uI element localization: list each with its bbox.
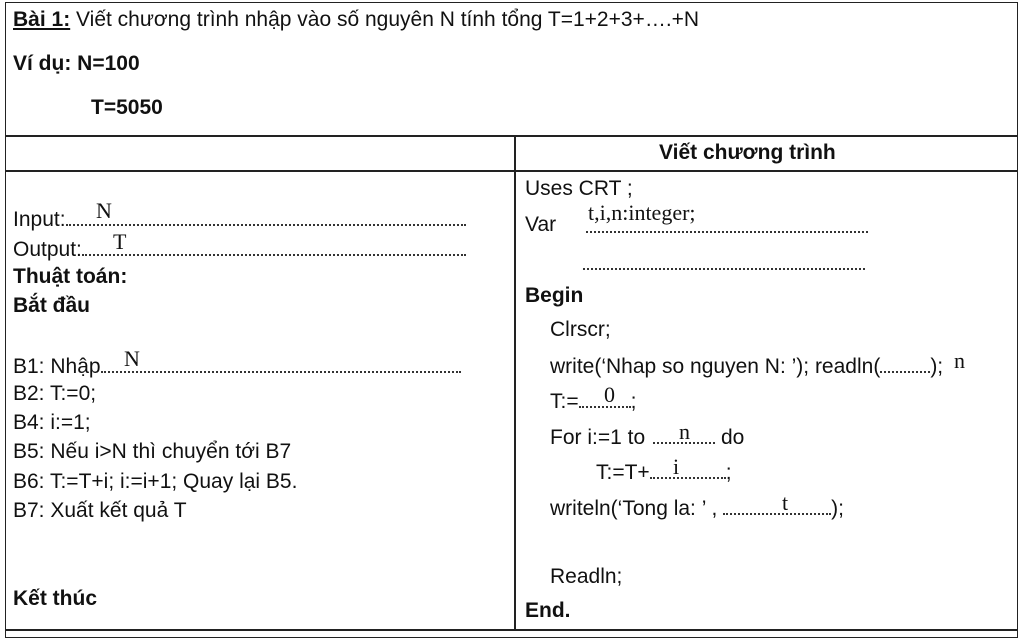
output-blank[interactable] <box>82 236 466 256</box>
step-b6: B6: T:=T+i; i:=i+1; Quay lại B5. <box>13 470 298 493</box>
var-keyword: Var <box>525 213 557 236</box>
t-assign-line <box>550 388 636 414</box>
write-prefix: write(‘Nhap so nguyen N: ’); readln( <box>550 355 881 378</box>
b1-blank[interactable] <box>101 353 461 373</box>
output-line <box>13 236 466 262</box>
algorithm-heading: Thuật toán: <box>13 265 128 288</box>
step-b1 <box>13 353 461 379</box>
for-prefix: For i:=1 to <box>550 426 646 449</box>
column-divider <box>514 135 516 630</box>
for-suffix: do <box>715 426 745 449</box>
writeln-prefix: writeln(‘Tong la: ’ , <box>550 497 724 520</box>
writeln-answer: t <box>782 490 789 515</box>
exercise-prompt: Viết chương trình nhập vào số nguyên N tính tổng T=1+2+3+….+N <box>70 8 700 31</box>
t-assign-prefix: T:= <box>550 390 579 413</box>
var-blank-2[interactable] <box>583 250 865 270</box>
input-label: Input: <box>13 208 66 231</box>
t-assign-suffix: ; <box>630 390 637 413</box>
write-suffix: ); <box>930 355 944 378</box>
readln-line: Readln; <box>550 565 623 588</box>
writeln-blank[interactable] <box>723 495 831 515</box>
example-label: Ví dụ: <box>13 52 72 75</box>
output-answer: T <box>113 229 127 254</box>
example-t: T=5050 <box>91 96 163 119</box>
loop-suffix: ; <box>725 461 732 484</box>
example-n <box>13 52 140 76</box>
exercise-title <box>13 8 699 32</box>
uses-line: Uses CRT ; <box>525 177 633 200</box>
example-n-value: N=100 <box>71 52 140 75</box>
divider-bottom <box>5 629 1018 631</box>
input-blank[interactable] <box>66 206 466 226</box>
loop-answer: i <box>673 454 680 479</box>
b1-answer: N <box>124 346 140 371</box>
input-answer: N <box>96 198 112 223</box>
write-line <box>550 353 943 379</box>
writeln-suffix: ); <box>831 497 844 520</box>
step-b2: B2: T:=0; <box>13 382 97 405</box>
divider-title <box>5 135 1018 137</box>
algorithm-start: Bắt đầu <box>13 294 91 317</box>
readln-blank[interactable] <box>880 353 930 373</box>
var-blank-1[interactable] <box>586 213 868 233</box>
loop-prefix: T:=T+ <box>596 461 650 484</box>
exercise-number: Bài 1: <box>13 8 71 31</box>
readln-answer: n <box>954 348 965 373</box>
t-assign-answer: 0 <box>604 382 615 407</box>
var-answer: t,i,n:integer; <box>588 200 696 225</box>
for-answer: n <box>679 419 690 444</box>
output-label: Output: <box>13 238 82 261</box>
begin-keyword: Begin <box>525 284 584 307</box>
input-line <box>13 206 466 232</box>
loop-blank[interactable] <box>650 459 726 479</box>
divider-header <box>5 170 1018 172</box>
for-line <box>550 424 744 450</box>
clrscr-line: Clrscr; <box>550 318 611 341</box>
end-keyword: End. <box>525 599 571 622</box>
program-heading: Viết chương trình <box>659 141 836 164</box>
loop-line <box>596 459 732 485</box>
step-b7: B7: Xuất kết quả T <box>13 499 187 522</box>
algorithm-end: Kết thúc <box>13 587 97 610</box>
step-b1-label: B1: Nhập <box>13 355 101 378</box>
step-b4: B4: i:=1; <box>13 411 91 434</box>
writeln-line <box>550 495 844 521</box>
step-b5: B5: Nếu i>N thì chuyển tới B7 <box>13 440 292 463</box>
